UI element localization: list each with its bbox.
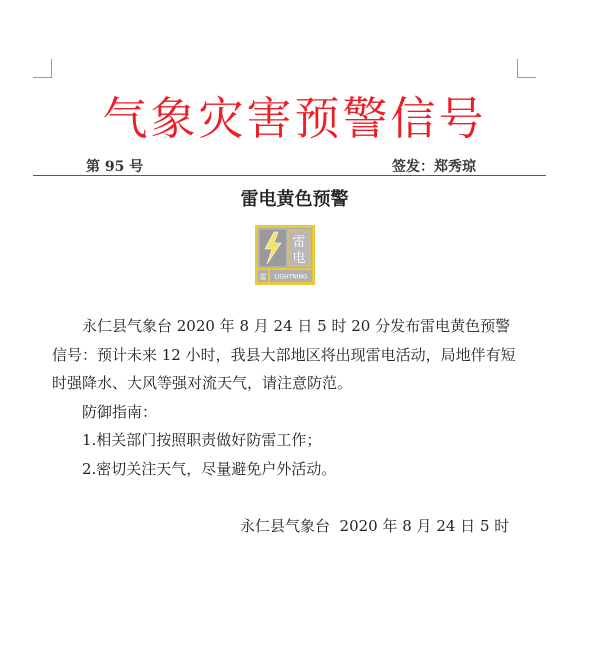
document-title: 气象灾害预警信号 [102, 92, 487, 145]
document-body [52, 312, 520, 483]
crop-mark-top-right [517, 59, 536, 78]
warning-headline: 雷电黄色预警 [240, 189, 349, 210]
icon-char-top: 雷 [292, 235, 306, 250]
signer: 签发：郑秀琼 [392, 159, 476, 175]
red-divider-line [33, 175, 546, 176]
body-paragraph: 永仁县气象台 2020 年 8 月 24 日 5 时 20 分发布雷电黄色预警信号：预计未来 12 小时，我县大部地区将出现雷电活动，局地伴有短时强降水、大风等强对流天气，请注意防范。 [52, 317, 516, 392]
guide-heading: 防御指南： [82, 402, 158, 421]
signoff-line: 永仁县气象台 2020 年 8 月 24 日 5 时 [240, 517, 510, 535]
icon-small-char: 雷 [259, 273, 267, 281]
icon-english-label: LIGHTNING [274, 273, 308, 281]
guide-item: 2.密切关注天气，尽量避免户外活动。 [82, 459, 337, 478]
icon-char-bottom: 电 [292, 251, 306, 266]
thunder-yellow-warning-icon [255, 225, 315, 285]
guide-item: 1.相关部门按照职责做好防雷工作； [82, 431, 322, 449]
crop-mark-top-left [33, 59, 52, 78]
issue-number: 第 95 号 [86, 159, 144, 175]
